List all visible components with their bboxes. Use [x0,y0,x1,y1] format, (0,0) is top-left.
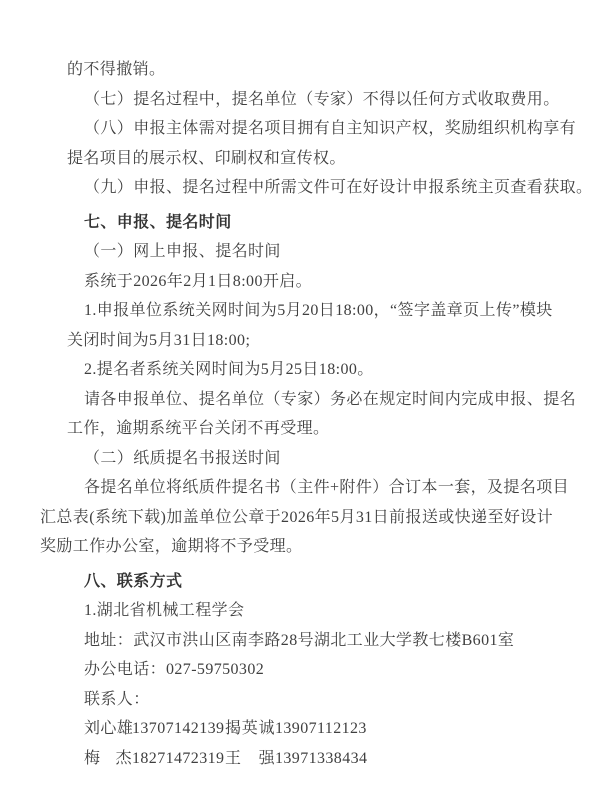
text-line: 的不得撤销。 [67,61,166,78]
text-line: （八）申报主体需对提名项目拥有自主知识产权，奖励组织机构享有 [84,120,577,137]
text-line: 系统于2026年2月1日8:00开启。 [84,272,313,290]
text-line: 地址：武汉市洪山区南李路28号湖北工业大学教七楼B601室 [84,631,515,649]
text-line: （七）提名过程中，提名单位（专家）不得以任何方式收取费用。 [84,90,560,108]
contact-row [0,744,615,774]
contact-phone: 13707142139 [132,720,225,737]
contact-name: 王 强 [225,749,275,767]
text-line: （二）纸质提名书报送时间 [84,449,281,467]
text-line: 办公电话：027-59750302 [84,661,265,678]
contact-name: 揭 英 诚 [225,720,275,737]
contact-phone: 13971338434 [275,749,368,767]
document-body [0,55,615,773]
text-line: （一）网上申报、提名时间 [84,243,281,260]
text-line: 1.申报单位系统关网时间为5月20日18:00，“签字盖章页上传”模块 [84,302,553,319]
text-line: （九）申报、提名过程中所需文件可在好设计申报系统主页查看获取。 [84,179,593,196]
text-line: 工作，逾期系统平台关闭不再受理。 [67,420,330,437]
text-line: 提名项目的展示权、印刷权和宣传权。 [67,149,346,167]
section-heading: 七、申报、提名时间 [84,213,232,231]
text-line: 关闭时间为5月31日18:00; [67,331,251,349]
contact-name: 刘 心 雄 [84,720,134,737]
contact-phone: 18271472319 [132,749,225,767]
contact-name: 梅 杰 [84,749,132,767]
text-line: 联系人： [84,690,150,708]
contact-row [0,714,615,744]
text-line: 各提名单位将纸质件提名书（主件+附件）合订本一套，及提名项目 [84,479,570,496]
text-line: 汇总表(系统下载)加盖单位公章于2026年5月31日前报送或快递至好设计 [40,508,554,526]
text-line: 奖励工作办公室，逾期将不予受理。 [40,538,303,555]
contact-phone: 13907112123 [275,720,367,737]
section-heading: 八、联系方式 [84,572,183,590]
text-line: 请各申报单位、提名单位（专家）务必在规定时间内完成申报、提名 [84,390,577,408]
text-line: 2.提名者系统关网时间为5月25日18:00。 [84,361,374,378]
text-line: 1.湖北省机械工程学会 [84,602,245,619]
